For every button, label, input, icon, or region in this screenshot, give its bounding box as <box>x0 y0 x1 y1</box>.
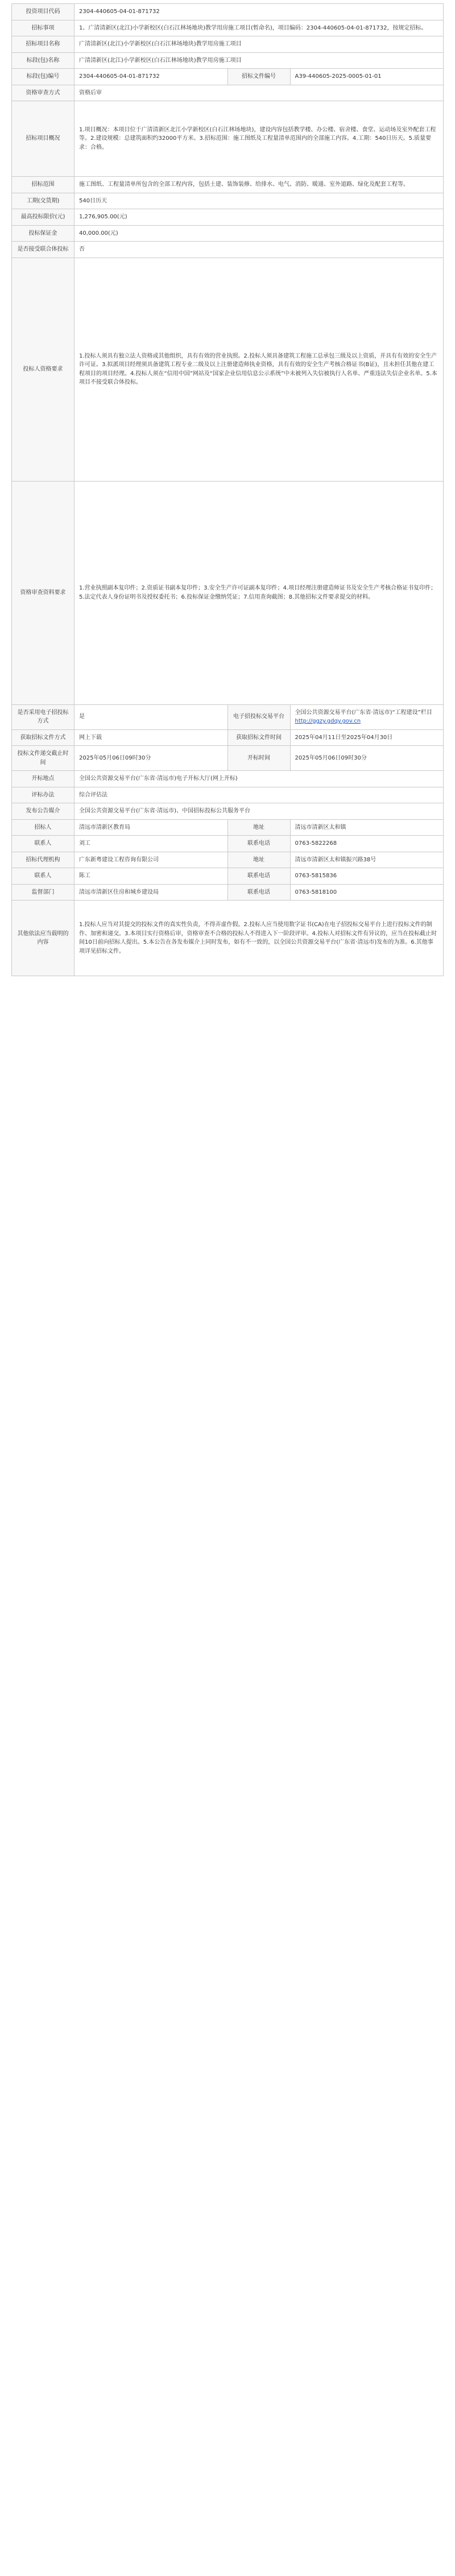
open-time-value: 2025年05月06日09时30分 <box>290 746 444 771</box>
tenderer-contact-value: 刘工 <box>75 836 228 852</box>
supervisor-phone-label: 联系电话 <box>228 884 290 901</box>
agent-value: 广东新粤建设工程咨询有限公司 <box>75 852 228 868</box>
project-code-label: 投资项目代码 <box>12 4 75 20</box>
tender-notice-table <box>11 3 444 976</box>
bidder-qual-value: 1.投标人须具有独立法人资格或其他组织，具有有效的营业执照。2.投标人须具备建筑工程施工总承包三级及以上资质，并具有有效的安全生产许可证。3.拟派项目经理须具备建筑工程专业二级及以上注册建造师执业资格，具有有效的安全生产考核合格证书(B证)，且未担任其他在建工程项目的项目经理。4.投标人须在“信用中国”网站及“国家企业信用信息公示系统”中未被列入失信被执行人名单、严重违法失信企业名单。5.本项目不接受联合体投标。 <box>75 258 444 481</box>
project-name-value: 广清清新区(北江)小学新校区(白石江林场地块)教学用房施工项目 <box>75 36 444 53</box>
agent-contact-label: 联系人 <box>12 868 75 885</box>
scope-value: 施工图纸、工程量清单所包含的全部工程内容，包括土建、装饰装修、给排水、电气、消防、暖通、室外道路、绿化及配套工程等。 <box>75 177 444 193</box>
qualification-label: 资格审查方式 <box>12 85 75 101</box>
price-limit-label: 最高投标限价(元) <box>12 209 75 226</box>
tender-matter-value: 1、广清清新区(北江)小学新校区(白石江林场地块)教学用房施工项目(暂命名)，项目编码：2304-440605-04-01-871732，按规定招标。 <box>75 20 444 36</box>
deposit-value: 40,000.00(元) <box>75 225 444 242</box>
tenderer-contact-label: 联系人 <box>12 836 75 852</box>
method-label: 评标办法 <box>12 787 75 803</box>
agent-addr-label: 地址 <box>228 852 290 868</box>
open-place-value: 全国公共资源交易平台(广东省·清远市)电子开标大厅(网上开标) <box>75 771 444 787</box>
deposit-label: 投标保证金 <box>12 225 75 242</box>
tenderer-value: 清远市清新区教育局 <box>75 819 228 836</box>
e-bidding-value: 是 <box>75 704 228 729</box>
lot-name-value: 广清清新区(北江)小学新校区(白石江林场地块)教学用房施工项目 <box>75 52 444 69</box>
other-value: 1.投标人应当对其提交的投标文件的真实性负责，不得弄虚作假。2.投标人应当使用数字证书(CA)在电子招投标交易平台上进行投标文件的制作、加密和递交。3.本项目实行资格后审，资格审查不合格的投标人不得进入下一阶段评审。4.投标人对招标文件有异议的，应当在投标截止时间10日前向招标人提出。5.本公告在各发布媒介上同时发布，如有不一致的，以全国公共资源交易平台(广东省·清远市)发布的为准。6.其他事项详见招标文件。 <box>75 901 444 976</box>
publisher-label: 发布公告媒介 <box>12 803 75 820</box>
agent-contact-value: 陈工 <box>75 868 228 885</box>
supervisor-phone-value: 0763-5818100 <box>290 884 444 901</box>
platform-link[interactable]: http://ggzy.gdqy.gov.cn <box>295 718 361 724</box>
docs-value: 1.营业执照副本复印件；2.资质证书副本复印件；3.安全生产许可证副本复印件；4.项目经理注册建造师证书及安全生产考核合格证书复印件；5.法定代表人身份证明书及授权委托书；6.投标保证金缴纳凭证；7.信用查询截图；8.其他招标文件要求提交的材料。 <box>75 481 444 704</box>
tenderer-label: 招标人 <box>12 819 75 836</box>
download-label: 获取招标文件方式 <box>12 729 75 746</box>
project-code-value: 2304-440605-04-01-871732 <box>75 4 444 20</box>
docs-label: 资格审查资料要求 <box>12 481 75 704</box>
platform-label: 电子招投标交易平台 <box>228 704 290 729</box>
tender-matter-label: 招标事项 <box>12 20 75 36</box>
bidder-qual-label: 投标人资格要求 <box>12 258 75 481</box>
overview-value: 1.项目概况：本项目位于广清清新区北江小学新校区(白石江林场地块)，建设内容包括教学楼、办公楼、宿舍楼、食堂、运动场及室外配套工程等。2.建设规模：总建筑面积约32000平方米。3.招标范围：施工图纸及工程量清单范围内的全部施工内容。4.工期：540日历天。5.质量要求：合格。 <box>75 101 444 177</box>
period-label: 工期(交货期) <box>12 193 75 209</box>
supervisor-value: 清远市清新区住房和城乡建设局 <box>75 884 228 901</box>
overview-label: 招标项目概况 <box>12 101 75 177</box>
lot-name-label: 标段(包)名称 <box>12 52 75 69</box>
tender-notice-page <box>11 0 444 976</box>
download-time-value: 2025年04月11日至2025年04月30日 <box>290 729 444 746</box>
lot-code-label: 标段(包)编号 <box>12 69 75 85</box>
agent-phone-value: 0763-5815836 <box>290 868 444 885</box>
qualification-value: 资格后审 <box>75 85 444 101</box>
e-bidding-label: 是否采用电子招投标方式 <box>12 704 75 729</box>
bid-code-value: A39-440605-2025-0005-01-01 <box>290 69 444 85</box>
agent-addr-value: 清远市清新区太和镇振兴路38号 <box>290 852 444 868</box>
platform-name: 全国公共资源交易平台(广东省·清远市)“工程建设”栏目 <box>295 709 432 716</box>
open-place-label: 开标地点 <box>12 771 75 787</box>
tenderer-phone-value: 0763-5822268 <box>290 836 444 852</box>
bid-code-label: 招标文件编号 <box>228 69 290 85</box>
period-value: 540日历天 <box>75 193 444 209</box>
project-name-label: 招标项目名称 <box>12 36 75 53</box>
other-label: 其他依法应当载明的内容 <box>12 901 75 976</box>
open-time-label: 开标时间 <box>228 746 290 771</box>
lot-code-value: 2304-440605-04-01-871732 <box>75 69 228 85</box>
tenderer-phone-label: 联系电话 <box>228 836 290 852</box>
agent-label: 招标代理机构 <box>12 852 75 868</box>
deadline-value: 2025年05月06日09时30分 <box>75 746 228 771</box>
deadline-label: 投标文件递交截止时间 <box>12 746 75 771</box>
supervisor-label: 监督部门 <box>12 884 75 901</box>
download-value: 网上下载 <box>75 729 228 746</box>
method-value: 综合评估法 <box>75 787 444 803</box>
consortium-value: 否 <box>75 242 444 258</box>
platform-value <box>290 704 444 729</box>
tenderer-addr-value: 清远市清新区太和镇 <box>290 819 444 836</box>
consortium-label: 是否接受联合体投标 <box>12 242 75 258</box>
tenderer-addr-label: 地址 <box>228 819 290 836</box>
download-time-label: 获取招标文件时间 <box>228 729 290 746</box>
price-limit-value: 1,276,905.00(元) <box>75 209 444 226</box>
publisher-value: 全国公共资源交易平台(广东省·清远市)、中国招标投标公共服务平台 <box>75 803 444 820</box>
agent-phone-label: 联系电话 <box>228 868 290 885</box>
scope-label: 招标范围 <box>12 177 75 193</box>
